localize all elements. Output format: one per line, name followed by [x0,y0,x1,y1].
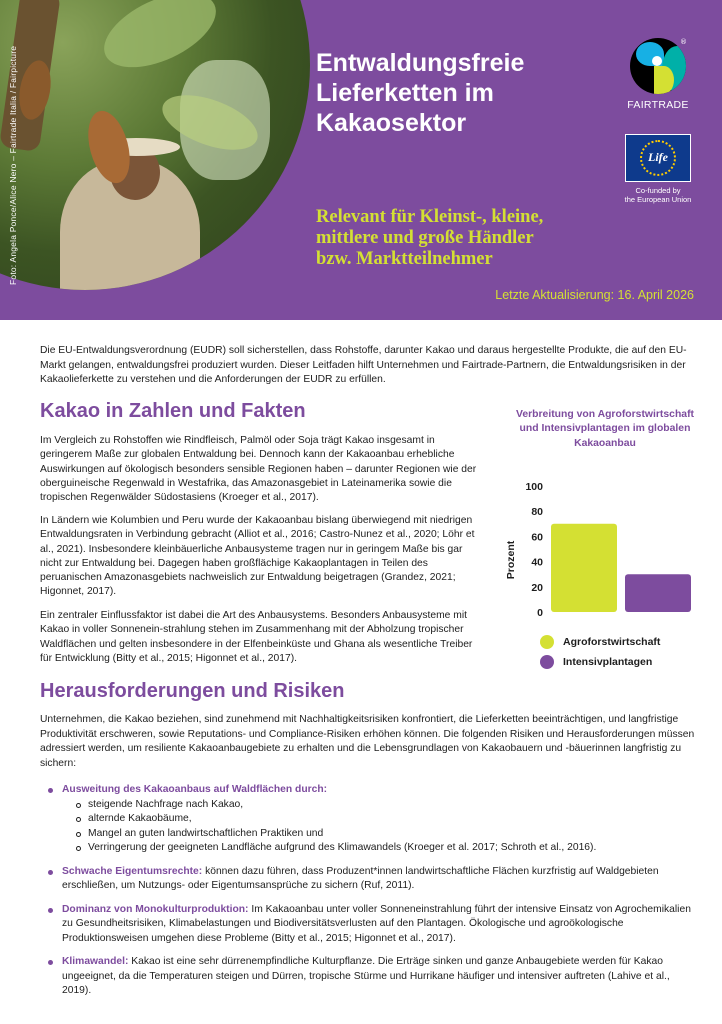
chart-title: Verbreitung von Agroforstwirtschaft und Intensivplantagen im globalen Kakaoanbau [515,409,694,449]
chart-legend [540,632,660,672]
risk-heading: Dominanz von Monokulturproduktion: [62,903,249,915]
risk-item [48,955,693,999]
risk-sublist [76,798,693,856]
subtitle-line: Relevant für Kleinst-, kleine, [316,207,544,227]
y-tick-label: 100 [525,481,543,493]
cocoa-farming-bar-chart [495,470,705,625]
facts-paragraph: Im Vergleich zu Rohstoffen wie Rindfleisch, Palmöl oder Soja trägt Kakao insgesamt in geringerem Maße zur globalen Entwaldung bei. Dennoch kann der Kakaoanbau erhebliche Auswirkungen auf ökologisch besonders sensible Regionen haben – darunter Regionen wie der oberguineische Regenwald in Westafrika, das Amazonasgebiet in Lateinamerika sowie die tropischen Regenwälder Südostasiens (Kroeger et al., 2017). [40,435,477,504]
header-banner [0,0,722,320]
legend-item [540,652,660,672]
risk-item [48,783,693,856]
cocoa-farmer-photo [0,0,310,290]
title-line: Lieferketten im [316,79,494,107]
risk-text: Im Kakaoanbau unter voller Sonneneinstrahlung führt der intensive Einsatz von Agrochemikalien zu Gesundheitsrisiken, Klimabelastungen und Biodiversitätsverlusten auf den Plantagen. Ökologische und agroökologische Produktionsweisen umgehen diese Probleme (Bitty et al., 2015; Higonnet et al., 2017). [62,903,691,944]
facts-paragraph: Ein zentraler Einflussfaktor ist dabei die Art des Anbausystems. Besonders Anbausysteme mit Kakao in voller Sonnenein-strahlung stehen im Zusammenhang mit der Abholzung tropischer Waldflächen und gelten insbesondere in der Elfenbeinküste und Ghana als wesentliche Treiber für Entwicklung (Bitty et al., 2015; Higonnet et al., 2017). [40,610,473,664]
legend-label: Agroforstwirtschaft [563,636,661,648]
eu-caption-line: Co-funded by [635,186,681,195]
page-title [316,48,576,138]
y-tick-label: 80 [531,506,543,519]
section-heading-facts: Kakao in Zahlen und Fakten [40,400,306,422]
y-tick-label: 0 [537,607,543,619]
subtitle-line: bzw. Marktteilnehmer [316,249,493,269]
y-tick-label: 60 [531,531,543,544]
fairtrade-logo [620,38,696,111]
subtitle-line: mittlere und große Händler [316,228,534,248]
risk-subitem: Mangel an guten landwirtschaftlichen Praktiken und [76,827,693,842]
risk-subitem: steigende Nachfrage nach Kakao, [76,798,693,813]
page-subtitle [316,207,606,270]
risk-item [48,865,693,894]
risk-list [48,783,693,1008]
legend-item [540,632,660,652]
facts-paragraph: In Ländern wie Kolumbien und Peru wurde der Kakaoanbau bislang überwiegend mit niedrigen Entwaldungsraten in Verbindung gebracht (Alliot et al., 2016; Castro-Nunez et al., 2020; Löhr et al., 2021). Insbesondere kleinbäuerliche Anbausysteme tragen nur in geringem Maße bis gar nicht zur Entwaldung bei. Dagegen haben großflächige Kakaoplantagen in Teilen des peruanischen Amazonasgebiets nachweislich zur Entwaldung beigetragen (Grandez, 2021; Higonnet, 2017). [40,515,475,598]
last-updated: Letzte Aktualisierung: 16. April 2026 [495,288,694,302]
section-heading-risks: Herausforderungen und Risiken [40,680,345,702]
y-axis-label: Prozent [505,540,517,580]
legend-swatch [540,635,554,649]
intro-paragraph: Die EU-Entwaldungsverordnung (EUDR) soll sicherstellen, dass Rohstoffe, darunter Kakao und daraus hergestellte Produkte, die auf den EU-Markt gelangen, entwaldungsfrei produziert wurden. Dieser Leitfaden hilft Unternehmen und Fairtrade-Partnern, die Entwaldungsrisiken in der Kakaolieferkette zu verstehen und die Anforderungen der EUDR zu erfüllen. [40,345,687,385]
risk-subitem: Verringerung der geeigneten Landfläche aufgrund des Klimawandels (Kroeger et al. 2017; Schroth et al., 2016). [76,841,693,856]
eu-caption-line: the European Union [624,195,692,204]
risks-intro: Unternehmen, die Kakao beziehen, sind zunehmend mit Nachhaltigkeitsrisiken konfrontiert, die Lieferketten beeinträchtigen, und langfristige Produktivität erschweren, sowie Reputations- und Compliance-Risiken erhöhen können. Die folgenden Risiken und Herausforderungen müssen adressiert werden, um resiliente Kakaoanbaugebiete zu erhalten und die Lebensgrundlagen von Kakaobauern und -bäuerinnen langfristig zu sichern: [40,714,695,769]
eu-flag-icon [625,134,691,182]
registered-mark: ® [680,38,687,46]
title-line: Entwaldungsfreie [316,49,525,77]
risk-subitem: alternde Kakaobäume, [76,812,693,827]
legend-swatch [540,655,554,669]
legend-label: Intensivplantagen [563,656,653,668]
life-logo-text: Life [648,150,668,164]
eu-funding-caption [620,186,696,204]
title-line: Kakaosektor [316,109,467,137]
y-tick-label: 40 [531,556,543,569]
risk-item [48,903,693,947]
risk-text: Kakao ist eine sehr dürrenempfindliche Kulturpflanze. Die Erträge sinken und ganze Anbaugebiete werden für Kakao ungeeignet, da die Temperaturen steigen und Dürren, tropische Stürme und Hurrikane häufiger und intensiver auftreten (Lahive et al., 2019). [62,956,670,996]
risk-heading: Schwache Eigentumsrechte: [62,865,203,877]
eu-life-logo [620,134,696,204]
photo-credit: Foto: Angela Ponce/Alice Nero – Fairtrade Italia / Fairpicture [8,45,18,285]
fairtrade-mark-icon [630,38,686,94]
risk-heading: Ausweitung des Kakaoanbaus auf Waldflächen durch: [62,784,328,795]
risk-heading: Klimawandel: [62,956,129,967]
bar-intensive-plantations [625,574,691,612]
bar-agroforestry [551,524,617,612]
fairtrade-logo-text: FAIRTRADE [627,99,689,111]
y-tick-label: 20 [531,581,543,594]
risk-text: können dazu führen, dass Produzent*innen landwirtschaftliche Flächen kurzfristig auf Waldgebieten erschließen, um Nutzungs- oder Eigentumsansprüche zu sichern (Ruf, 2011). [62,865,659,891]
